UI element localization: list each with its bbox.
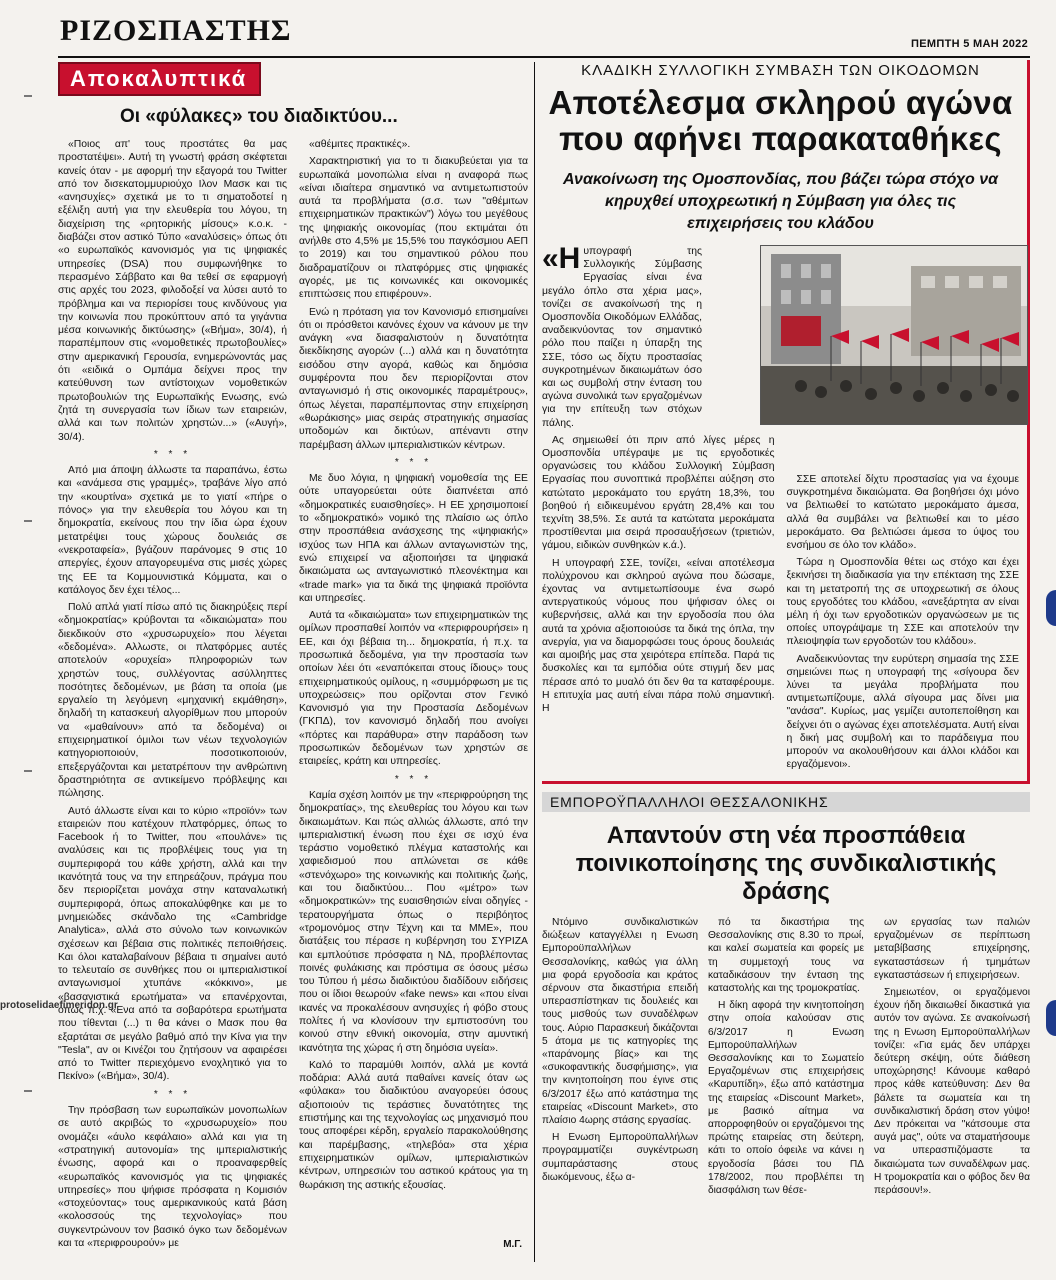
construction-column-1	[542, 242, 775, 775]
paragraph: Πολύ απλά γιατί πίσω από τις διακηρύξεις περί «δημοκρατίας» κρύβονται τα «δικαιώματα» που διεκδικούν στο «χρυσωρυχείο» που λέγεται «δεδομένα». Αλλωστε, οι πλατφόρμες αυτές αποτελούν «ορυχεία» πληροφοριών των χρηστών τους, συλλέγοντας ασύλληπτες ποσότητες δεδομένων, με βάση τα οποία (με εργαλείο τη λεγόμενη «μηχανική εκμάθηση», δηλαδή τη κατασκευή αλγορίθμων που μπορούν να «μαθαίνουν» από τα δεδομένα) οι επιχειρηματικοί όμιλοι των νέων τεχνολογιών κατηγοριοποιούν, ποσοτικοποιούν, επεξεργάζονται και μετατρέπουν την ανθρώπινη δραστηριότητα σε αντικείμενο πρόβλεψης και πώλησης.	[58, 602, 287, 800]
paragraph: Ντόμινο συνδικαλιστικών διώξεων καταγγέλλει η Ενωση Εμποροϋπαλλήλων Θεσσαλονίκης, καθώς για άλλη μια φορά εργοδοσία και κράτος σέρνουν στα δικαστήρια επειδή υπερασπίστηκαν τις δουλειές και τους μισθούς των συναδέλφων τους. Αύριο Παρασκευή δικάζονται 5 άτομα με τις κατηγορίες της «παράνομης βίας» και της «συκοφαντικής δυσφήμισης», για την κινητοποίηση που έγινε στις 6/3/2017 έξω από κατάστημα της εταιρείας «Discount Market», στο πλαίσιο 4ωρης στάσης εργασίας.	[542, 917, 698, 1127]
paragraph: Ενώ η πρόταση για τον Κανονισμό επισημαίνει ότι οι πρόσθετοι κανόνες έχουν να κάνουν με την ανάγκη «να διασφαλιστούν η δυνατότητα διεκδίκησης αγορών (...) αλλά και η δυνατότητα εισόδου στην αγορά, καθώς και δημόσια συμφέροντα που δεν περιορίζονται στον ανταγωνισμό ή στις οικονομικές παραμέτρους», όπως λέγεται, παραπέμποντας στην επιχείρηση «θωράκισης» μιας σειράς στρατηγικής σημασίας υποδομών και δικτύων, απέναντι στην παρέμβαση άλλων ιμπεριαλιστικών κέντρων.	[299, 306, 528, 451]
headline-line: ποινικοποίησης της συνδικαλιστικής	[575, 850, 997, 877]
paragraph: Σημειωτέον, οι εργαζόμενοι έχουν ήδη δικαιωθεί δικαστικά για αυτόν τον αγώνα. Σε ανακοίνωσή της η Ενωση Εμποροϋπαλλήλων τονίζει: «Για εμάς δεν υπάρχει δεύτερη σκέψη, ούτε διάθεση υποχώρησης! Κάνουμε καθαρό προς κάθε κατεύθυνση: Δεν θα βάλετε τα σωματεία και τη συνδικαλιστική δράση στον γύψο! Δεν πρόκειται να "κάτσουμε στα αυγά μας", ούτε να σταματήσουμε να υπερασπιζόμαστε τα δικαιώματα των συναδέλφων μας. Η τρομοκρατία και ο φόβος δεν θα περάσουν!».	[874, 987, 1030, 1197]
watermark: protoselidaefimeridon.gr	[0, 1000, 118, 1011]
paragraph: Την πρόσβαση των ευρωπαϊκών μονοπωλίων σε αυτό ακριβώς το «χρυσωρυχείο» που ονομάζει «άυλο κεφάλαιο» αλλά και για τη «στρατηγική αυτονομία» της ιμπεριαλιστικής ένωσης, αφορά και ο προαναφερθείς «ευρωπαϊκός κανονισμός για τις ψηφιακές υπηρεσίες» που ψήφισε πρόσφατα η Κομισιόν «στοχεύοντας» τους αμερικανικούς κατά βάση «κολοσσούς της τεχνολογίας» που συγκεντρώνουν τον βασικό όγκο των δεδομένων και τα «περιφρουρούν» με	[58, 1105, 287, 1250]
left-article-title: Οι «φύλακες» του διαδικτύου...	[120, 106, 398, 127]
article-body	[542, 242, 1019, 775]
edge-marker	[1046, 590, 1056, 626]
column-divider	[534, 62, 535, 1262]
paragraph: Η δίκη αφορά την κινητοποίηση στην οποία καλούσαν στις 6/3/2017 η Ενωση Εμποροϋπαλλήλων Θεσσαλονίκης και το Σωματείο Εργαζομένων στις επιχειρήσεις «Καρυπίδη», έξω από κατάστημα της εταιρείας «Discount Market», με βασικό αίτημα να απορροφηθούν οι εργαζόμενοι της πρώτης εταιρείας στη δεύτερη, κάτι το οποίο όφειλε να κάνει η εργοδοσία βάσει του ΠΔ 178/2002, που προβλέπει τη διασφάλιση των θέσε-	[708, 1000, 864, 1197]
dropcap: «Η	[542, 242, 581, 275]
edge-marker	[1046, 1000, 1056, 1036]
masthead-rule	[58, 56, 1030, 58]
article-headline	[550, 822, 1022, 906]
headline-line: που αφήνει παρακαταθήκες	[559, 120, 1002, 157]
paragraph: Από μια άποψη άλλωστε τα παραπάνω, έστω και «ανάμεσα στις γραμμές», τραβάνε λίγο από την «κουρτίνα» σχετικά με το γιατί «πήρε ο πόνος» για την ελευθερία του λόγου και τη δημοκρατία, εκείνους που την ίδια ώρα έχουν μετατρέψει τους χώρους δουλειάς σε «νεκροταφεία», βγάζουν παράνομες 9 στις 10 απεργίες, έχουν απαγορευμένα στις μισές χώρες της ΕΕ τα Κομμουνιστικά Κόμματα, και ο κατάλογος δεν έχει τέλος...	[58, 465, 287, 596]
separator: * * *	[153, 1088, 192, 1100]
paragraph: Η υπογραφή ΣΣΕ, τονίζει, «είναι αποτέλεσμα πολύχρονου και σκληρού αγώνα που δώσαμε, έχοντας να αντιμετωπίσουμε ένα σωρό αντεργατικούς νόμους που ψήφισαν όλες οι κυβερνήσεις, αλλά και την εργοδοσία που όλα αυτά τα χρόνια αξιοποιούσε τα δικά της όπλα, την ανεργία, για να διαμορφώσει τους όρους δουλειάς και αμοιβής μας στα χειρότερα επίπεδα. Παρά τις δυσκολίες και τα εμπόδια ούτε στιγμή δεν μας πέρασε από το μυαλό ότι δεν θα τα καταφέρουμε. Η επιτυχία μας αυτή είναι πάρα πολύ σημαντική. Η	[542, 557, 775, 714]
paragraph: «Ποιος απ' τους προστάτες θα μας προστατέψει». Αυτή τη γνωστή φράση σκέφτεται κανείς όταν - με αφορμή την εξαγορά του Twitter από τον δισεκατομμυριούχο Ιλον Μασκ και τις «ανησυχίες» σχετικά με το τι σηματοδοτεί η εξέλιξη αυτή για την ελευθερία του λόγου, τη διαχείριση της «ρητορικής μίσους» κ.ο.κ. - διαβάζει στον αστικό Τύπο «αναλύσεις» όπως ότι «ο ευρωπαϊκός κανονισμός για τις ψηφιακές υπηρεσίες (DSA) που συμφωνήθηκε το περασμένο Σάββατο και θα τεθεί σε εφαρμογή στις αρχές του 2023, φιλοδοξεί να λύσει αυτό το πρόβλημα και να περιορίσει τους κινδύνους για την κοινωνία που προκύπτουν από τα γιγάντια μέσα κοινωνικής δικτύωσης» («Βήμα», 30/4), ή παραπέμπουν στις «νομοθετικές πρωτοβουλίες» στην αμερικανική Γερουσία, ενημερώνοντάς μας ότι «ειδικά ο Ομπάμα δείχνει προς την κατεύθυνση των αντίστοιχων νομοθετικών πρωτοβουλιών της Ευρωπαϊκής Ενωσης, ενώ ζητά τη συνεργασία των ίδιων των εταιρειών, αλλά και των πολιτών χρηστών...» («Αυγή», 30/4).	[58, 139, 287, 443]
author-signature: Μ.Γ.	[503, 1239, 522, 1250]
left-article	[58, 62, 528, 1262]
protest-photo-illustration	[761, 246, 1028, 425]
article-headline	[542, 85, 1019, 157]
employees-column-2	[708, 916, 864, 1201]
section-bar: ΕΜΠΟΡΟΫΠΑΛΛΗΛΟΙ ΘΕΣΣΑΛΟΝΙΚΗΣ	[542, 792, 1030, 812]
paragraph: «αθέμιτες πρακτικές».	[309, 139, 411, 150]
masthead-name: ΡΙΖΟΣΠΑΣΤΗΣ	[60, 14, 292, 47]
paragraph: Η Ενωση Εμποροϋπαλλήλων προγραμματίζει συγκέντρωση συμπαράστασης στους διωκόμενους, έξω α-	[542, 1132, 698, 1183]
masthead	[60, 14, 292, 48]
margin-tick	[24, 95, 32, 97]
paragraph: Ας σημειωθεί ότι πριν από λίγες μέρες η Ομοσπονδία υπέγραψε με τις εργοδοτικές οργανώσεις του κλάδου Συλλογική Σύμβαση Εργασίας που συνοπτικά προβλέπει αύξηση στο κατώτατο μεροκάματο του εργάτη 18,3%, του βοηθού ή ειδικευμένου εργάτη 28,4% και του τεχνίτη 38,5%. Σε αυτά τα κατώτατα μεροκάματα προστίθενται μια σειρά προσαυξήσεων (τριετιών, γάμου, ειδικών συνθηκών κ.ά.).	[542, 434, 775, 552]
paragraph: Τώρα η Ομοσπονδία θέτει ως στόχο και έχει ξεκινήσει τη διαδικασία για την επέκταση της ΣΣΕ και τη μετατροπή της σε υποχρεωτική σε όλους τους εργοδότες του κλάδου, «ανεξάρτητα αν είναι μέλη ή όχι των εργοδοτικών οργανώσεων με τις οποίες υπογράψαμε τη ΣΣΕ και αποτελούν την πλειοψηφία των εργοδοτών του κλάδου».	[786, 557, 1019, 648]
paragraph: ΣΣΕ αποτελεί δίχτυ προστασίας για να έχουμε συγκροτημένα δικαιώματα. Θα βοηθήσει όχι μόνο να βελτιωθεί το κατώτατο μεροκάματο άμεσα, αλλά θα συμβάλει να βελτιωθεί και το μέσο μεροκάματο. Θα βελτιώσει άμεσα το ύψος του ενσήμου σε όλο τον κλάδο».	[786, 474, 1019, 552]
paragraph: Αναδεικνύοντας την ευρύτερη σημασία της ΣΣΕ σημειώνει πως η υπογραφή της «σίγουρα δεν λύνει τα μεγάλα προβλήματα που αντιμετωπίζουμε, αλλά σίγουρα μας δίνει μια "ανάσα". Κυρίως, μας γεμίζει αυτοπεποίθηση και δείχνει ότι ο αγώνας έχει αποτελέσματα. Αυτή είναι η δική μας συμβολή και το παράδειγμα που μπορούν να ακολουθήσουν και άλλοι κλάδοι και εργαζόμενοι».	[786, 653, 1019, 771]
margin-tick	[24, 520, 32, 522]
paragraph: υπογραφή της Συλλογικής Σύμβασης Εργασίας είναι ένα μεγάλο όπλο στα χέρια μας», τονίζει σε ανακοίνωσή της η Ομοσπονδία Οικοδόμων Ελλάδας, αναδεικνύοντας τον σημαντικό ρόλο που παίζει η ύπαρξη της ΣΣΕ, τόσο ως δίχτυ προστασίας συγκροτημένων δικαιωμάτων όσο και ως συμβολή στην ένταση του αγώνα συνολικά των εργαζομένων για την επίτευξη των στόχων πάλης.	[542, 246, 702, 429]
employees-column-3	[874, 916, 1030, 1201]
employees-column-1	[542, 916, 698, 1201]
construction-article	[542, 60, 1030, 784]
left-column-1	[58, 138, 287, 1254]
paragraph: Χαρακτηριστική για το τι διακυβεύεται για τα ευρωπαϊκά μονοπώλια είναι η αναφορά πως «είναι ιδιαίτερα σημαντικό να αντιμετωπιστούν αυτά τα προβλήματα (σ.σ. των "αθέμιτων επιχειρηματικών πρακτικών") λόγω του μεγέθους της ψηφιακής οικονομίας (που εκτιμάται ότι ανήλθε στο 4,5% με 15,5% του παγκόσμιου ΑΕΠ το 2019) και του σημαντικού ρόλου που διαδραματίζουν οι πλατφόρμες στις ψηφιακές αγορές, με τις κοινωνικές και οικονομικές επιπτώσεις που επιφέρουν».	[299, 156, 528, 301]
headline-line: δράσης	[742, 878, 830, 905]
paragraph: πό τα δικαστήρια της Θεσσαλονίκης στις 8.30 το πρωί, και καλεί σωματεία και φορείς με τη συμμετοχή τους να καταδικάσουν την ένταση της καταστολής και της τρομοκρατίας.	[708, 917, 864, 995]
headline-line: Αποτέλεσμα σκληρού αγώνα	[548, 84, 1013, 121]
paragraph: Αυτό άλλωστε είναι και το κύριο «προϊόν» των εταιρειών που κατέχουν πλατφόρμες, όπως το Facebook ή το Twitter, που «πουλάνε» τις αναλύσεις και τις προβλέψεις τους για τη συμπεριφορά του κάθε χρήστη, αλλά και την ικανότητά τους να την επηρεάζουν, πράγμα που δεν περιορίζεται μονάχα στην καταναλωτική συμπεριφορά, όπως αποκαλύφθηκε και με το μνημειώδες σκάνδαλο της «Cambridge Analytica», αλλά στο σύνολο των κοινωνικών σχέσεων και βέβαια στις πολιτικές πεποιθήσεις. Και όλοι καταλαβαίνουν βέβαια τι σημαίνει αυτό το τελευταίο σε συνθήκες που οι ιμπεριαλιστικοί ανταγωνισμοί χτυπάνε «κόκκινο», με «βασανιστικά ερωτήματα» να επανέρχονται, όπως π.χ. «Ενα από τα σοβαρότερα ερωτήματα που τίθενται (...) τι θα κάνει ο Μασκ που θα εξαρτάται σε μεγάλο βαθμό από την Κίνα για την "Tesla", αν οι Κινέζοι του ζητήσουν να αφαιρέσει από το Twitter περιεχόμενο ενοχλητικό για το Πεκίνο» («Βήμα», 30/4).	[58, 805, 287, 1083]
left-column-2	[299, 138, 528, 1254]
article-kicker: ΚΛΑΔΙΚΗ ΣΥΛΛΟΓΙΚΗ ΣΥΜΒΑΣΗ ΤΩΝ ΟΙΚΟΔΟΜΩΝ	[581, 62, 980, 79]
dateline: ΠΕΜΠΤΗ 5 ΜΑΗ 2022	[911, 38, 1028, 50]
separator: * * *	[394, 456, 433, 468]
separator: * * *	[153, 448, 192, 460]
paragraph: Καμία σχέση λοιπόν με την «περιφρούρηση της δημοκρατίας», της ελευθερίας του λόγου και των δικαιωμάτων. Και πώς αλλιώς άλλωστε, από την ιμπεριαλιστική ένωση που έχει σε ισχύ ένα τεράστιο νομοθετικό πλέγμα καταστολής και χαφιεδισμού που απλώνεται σε κάθε «στενόχωρο» της κοινωνικής και πολιτικής ζωής, και του διαδικτύου... Που «μέτρο» των «δημοκρατικών» της ευαισθησιών είναι οδηγίες - τερατουργήματα όπως ο περιβόητος «τρομονόμος στην Τέχνη και τα ΜΜΕ», που διατάξεις του πέρασε η κυβέρνηση του ΣΥΡΙΖΑ και εμπλούτισε πρόσφατα η ΝΔ, προβλέποντας ποινές φυλάκισης και πρόστιμα σε όσους μέσω του Τύπου ή μέσω διαδικτύου διαδίδουν ειδήσεις που οι ίδιοι θεωρούν «fake news» και «που είναι ικανές να προκαλέσουν ανησυχίες ή φόβο στους πολίτες ή να κλονίσουν την εμπιστοσύνη του κοινού στην εθνική οικονομία, στην αμυντική ικανότητα της χώρας ή στη δημόσια υγεία».	[299, 789, 528, 1054]
headline-line: Απαντούν στη νέα προσπάθεια	[606, 822, 966, 849]
column-tag: Αποκαλυπτικά	[58, 62, 261, 96]
margin-tick	[24, 770, 32, 772]
paragraph: Με δυο λόγια, η ψηφιακή νομοθεσία της ΕΕ ούτε υπαγορεύεται ούτε διαπνέεται από «δημοκρατικές ευαισθησίες». Η ΕΕ χρησιμοποιεί το «δημοκρατικό» νομικό της πλαίσιο ως όπλο στην προσπάθεια ανάσχεσης της «ψηφιακής» ισχύος των ΗΠΑ και άλλων ανταγωνιστών της, ενώ επιχειρεί να αξιοποιήσει τα ψηφιακά δικαιώματα ως ανταγωνιστικό πλεονέκτημα και «trade mark» για τα δικά της ψηφιακά προϊόντα και υπηρεσίες.	[299, 473, 528, 604]
paragraph: ων εργασίας των παλιών εργαζομένων σε περίπτωση μεταβίβασης επιχείρησης, εγκαταστάσεων ή τμημάτων εγκαταστάσεων ή επιχειρήσεων.	[874, 917, 1030, 981]
separator: * * *	[394, 773, 433, 785]
paragraph: Καλό το παραμύθι λοιπόν, αλλά με κοντά ποδάρια: Αλλά αυτά παθαίνει κανείς όταν ως «φύλακα» του διαδικτύου αναγορεύει όσους αξιοποιούν τις τεράστιες δυνατότητες της επιστήμης και της τεχνολογίας ως μηχανισμό που τους αποφέρει κέρδη, εργαλείο παρακολούθησης και παρέμβασης, «τηλεβόα» στα χέρια επιχειρηματικών ομίλων, ιμπεριαλιστικών κέντρων, υπηρεσιών του αστικού κράτους για τη θωράκιση της αστικής εξουσίας.	[299, 1059, 528, 1191]
paragraph: Αυτά τα «δικαιώματα» των επιχειρηματικών της ομίλων προσπαθεί λοιπόν να «περιφρουρήσει» η ΕΕ, και όχι βέβαια τη... δημοκρατία, ή π.χ. τα προσωπικά δεδομένα, για την προστασία των οποίων λέει ότι «εναπόκειται στους ίδιους» τους επιχειρηματικούς ομίλους, η «συμμόρφωση με τις υποχρεώσεις» που ορίζονται στον Γενικό Κανονισμό για την Προστασία Δεδομένων (ΓΚΠΔ), τον κανονισμό δηλαδή που ανοίγει «πόρτες και παράθυρα» στην παράδοση των προσωπικών δεδομένων των χρηστών σε εταιρείες, κράτη και υπηρεσίες.	[299, 610, 528, 768]
margin-tick	[24, 1090, 32, 1092]
article-subhead: Ανακοίνωση της Ομοσπονδίας, που βάζει τώρα στόχο να κηρυχθεί υποχρεωτική η Σύμβαση για όλες τις επιχειρήσεις του κλάδου	[562, 171, 999, 232]
protest-photo	[760, 245, 1028, 425]
employees-article	[542, 792, 1030, 1262]
